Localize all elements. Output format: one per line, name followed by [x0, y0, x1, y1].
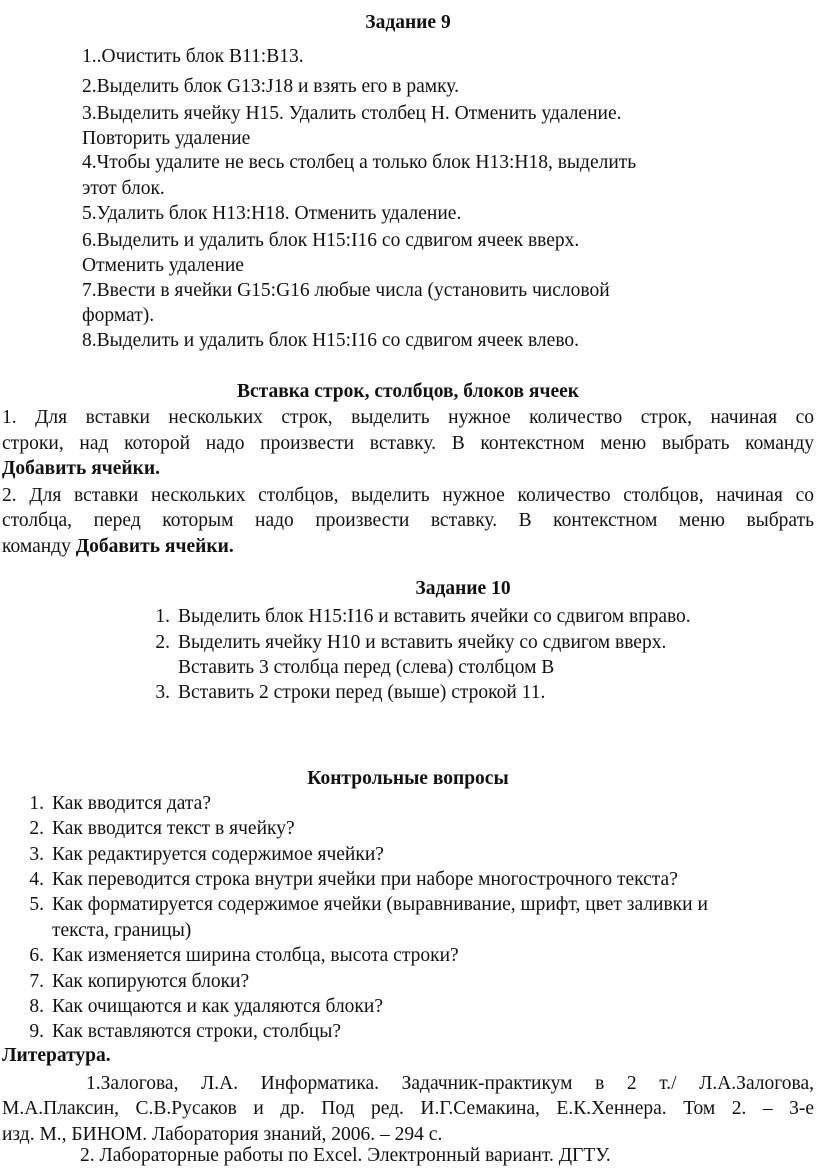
task9-line: Отменить удаление — [82, 255, 244, 276]
task9-line: Повторить удаление — [82, 128, 251, 149]
task9-line: 4.Чтобы удалите не весь столбец а только блок Н13:Н18, выделить — [82, 152, 637, 173]
question-num: 1. — [29, 793, 44, 814]
task9-line: 1..Очистить блок В11:В13. — [82, 46, 304, 67]
question-text: Как вводится текст в ячейку? — [52, 818, 295, 839]
task10-item — [148, 682, 545, 704]
question-text: Как переводится строка внутри ячейки при наборе многострочного текста? — [52, 869, 678, 890]
question-text: текста, границы) — [52, 920, 192, 941]
question-text: Как вставляются строки, столбцы? — [52, 1021, 341, 1042]
question-item — [22, 894, 708, 916]
literature-ref1-line: М.А.Плаксин, С.В.Русаков и др. Под ред. И.Г.Семакина, Е.К.Хеннера. Том 2. – 3-е — [2, 1098, 814, 1119]
task9-title: Задание 9 — [365, 12, 451, 33]
literature-title: Литература. — [2, 1045, 111, 1066]
insert-p2-plain: команду — [2, 536, 76, 557]
question-item — [22, 945, 459, 967]
question-text: Как редактируется содержимое ячейки? — [52, 844, 384, 865]
task9-line: 7.Ввести в ячейки G15:G16 любые числа (установить числовой — [82, 280, 610, 301]
question-num: 8. — [29, 996, 44, 1017]
insert-p1-line: строки, над которой надо произвести вставку. В контекстном меню выбрать команду — [2, 433, 814, 454]
task9-line: этот блок. — [82, 178, 165, 199]
task10-num: 1. — [155, 606, 170, 627]
insert-title: Вставка строк, столбцов, блоков ячеек — [236, 381, 579, 402]
question-text: Как очищаются и как удаляются блоки? — [52, 996, 383, 1017]
question-num: 6. — [29, 945, 44, 966]
question-item — [22, 920, 191, 942]
question-num: 3. — [29, 844, 44, 865]
question-item — [22, 793, 211, 815]
task10-item — [148, 657, 554, 679]
insert-p2-line: 2. Для вставки нескольких столбцов, выделить нужное количество столбцов, начиная со — [2, 485, 814, 506]
task9-line: 3.Выделить ячейку Н15. Удалить столбец Н. Отменить удаление. — [82, 103, 622, 124]
insert-p1-bold: Добавить ячейки. — [2, 458, 160, 479]
task10-text: Вставить 3 столбца перед (слева) столбцом В — [178, 657, 555, 678]
task10-text: Вставить 2 строки перед (выше) строкой 11. — [178, 682, 546, 703]
task9-line: 6.Выделить и удалить блок Н15:I16 со сдвигом ячеек вверх. — [82, 230, 580, 251]
question-num: 9. — [29, 1021, 44, 1042]
insert-p1-line: 1. Для вставки нескольких строк, выделить нужное количество строк, начиная со — [2, 407, 814, 428]
literature-ref1-line: изд. М., БИНОМ. Лаборатория знаний, 2006. – 294 с. — [2, 1124, 443, 1145]
insert-p2-line: столбца, перед которым надо произвести вставку. В контекстном меню выбрать — [2, 510, 814, 531]
question-text: Как вводится дата? — [52, 793, 211, 814]
task9-line: 5.Удалить блок Н13:Н18. Отменить удаление. — [82, 203, 462, 224]
task10-text: Выделить блок Н15:I16 и вставить ячейки со сдвигом вправо. — [178, 606, 691, 627]
question-item — [22, 1021, 341, 1043]
question-text: Как форматируется содержимое ячейки (выравнивание, шрифт, цвет заливки и — [52, 894, 708, 915]
insert-p2-bold: Добавить ячейки. — [75, 536, 234, 557]
task10-num: 2. — [155, 632, 170, 653]
question-text: Как изменяется ширина столбца, высота строки? — [52, 945, 459, 966]
insert-p2-line — [2, 536, 234, 558]
question-item — [22, 996, 383, 1018]
question-item — [22, 971, 249, 993]
task9-line: 8.Выделить и удалить блок Н15:I16 со сдвигом ячеек влево. — [82, 330, 580, 351]
question-text: Как копируются блоки? — [52, 971, 250, 992]
literature-ref1-line: 1.Залогова, Л.А. Информатика. Задачник-практикум в 2 т./ Л.А.Залогова, — [86, 1073, 814, 1094]
task9-line: формат). — [82, 305, 155, 326]
questions-title: Контрольные вопросы — [307, 768, 509, 789]
task10-item — [148, 632, 666, 654]
question-num: 2. — [29, 818, 44, 839]
question-num: 4. — [29, 869, 44, 890]
task9-line: 2.Выделить блок G13:J18 и взять его в рамку. — [82, 76, 459, 97]
question-item — [22, 818, 295, 840]
task10-title: Задание 10 — [415, 578, 511, 599]
task10-text: Выделить ячейку Н10 и вставить ячейку со сдвигом вверх. — [178, 632, 667, 653]
literature-heading — [2, 1045, 111, 1067]
task10-num: 3. — [155, 682, 170, 703]
literature-ref2: 2. Лабораторные работы по Excel. Электронный вариант. ДГТУ. — [80, 1145, 611, 1166]
question-num: 7. — [29, 971, 44, 992]
question-num: 5. — [29, 894, 44, 915]
task10-item — [148, 606, 691, 628]
question-item — [22, 844, 384, 866]
question-item — [22, 869, 678, 891]
insert-p1-line — [2, 458, 160, 480]
